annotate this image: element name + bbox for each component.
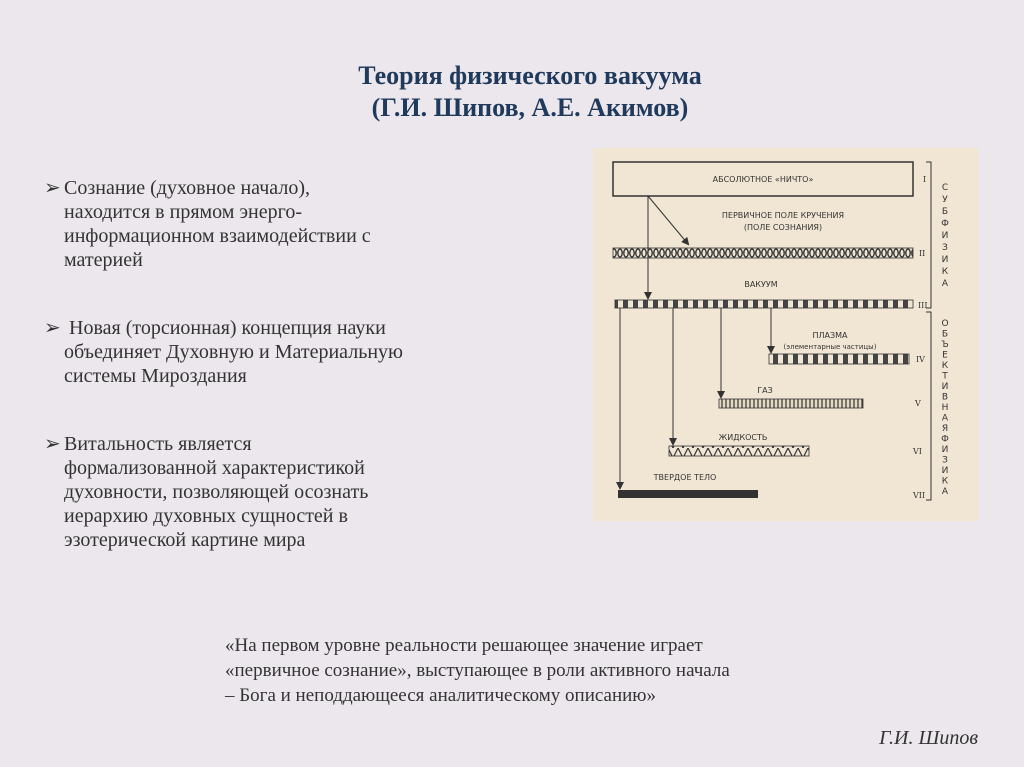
side-label-letter: О <box>941 319 949 329</box>
arrow-bullet-icon: ➢ <box>44 177 61 199</box>
level-3-label: ВАКУУМ <box>744 280 778 289</box>
side-label-letter: И <box>941 382 949 392</box>
side-label-letter: Ф <box>941 434 949 445</box>
level-1-roman: I <box>923 175 927 184</box>
side-label-letter: Б <box>941 207 949 217</box>
bullet-line: объединяет Духовную и Материальную <box>64 341 403 363</box>
level-4-bar <box>769 354 909 364</box>
level-3-bar <box>615 300 913 308</box>
side-label-letter: Н <box>941 403 949 413</box>
side-label-letter: У <box>942 195 948 205</box>
side-label-letter: И <box>941 466 949 476</box>
quote-line: – Бога и неподдающееся аналитическому описанию» <box>225 685 656 706</box>
bullet-line: Витальность является <box>64 433 252 455</box>
level-4-roman: IV <box>916 355 925 364</box>
diagram-svg <box>593 148 978 521</box>
side-label-letter: З <box>942 243 948 253</box>
level-2-sublabel: (ПОЛЕ СОЗНАНИЯ) <box>743 223 823 232</box>
side-label-letter: Е <box>942 350 948 361</box>
side-label-letter: И <box>941 231 949 241</box>
level-3-roman: III <box>918 301 928 310</box>
side-label-objective-physics <box>941 319 949 497</box>
side-label-letter: С <box>941 183 949 193</box>
arrow-bullet-icon: ➢ <box>44 317 61 339</box>
level-1-label: АБСОЛЮТНОЕ «НИЧТО» <box>712 175 814 184</box>
bullet-item <box>42 176 522 272</box>
side-label-letter: А <box>941 413 949 424</box>
side-label-letter: Б <box>941 329 949 340</box>
quote-author: Г.И. Шипов <box>879 727 978 749</box>
bullet-item <box>42 432 522 552</box>
bullet-line: материей <box>64 249 143 271</box>
side-label-subphysics <box>941 183 949 289</box>
bullet-line: духовности, позволяющей осознать <box>64 481 369 503</box>
side-label-letter: А <box>941 487 949 497</box>
side-label-letter: К <box>941 267 949 277</box>
level-2-bar <box>613 248 913 258</box>
bullet-line: эзотерической картине мира <box>64 529 306 551</box>
level-6-roman: VI <box>913 447 922 456</box>
bullet-line: иерархию духовных сущностей в <box>64 505 348 527</box>
bullet-line: находится в прямом энерго- <box>64 201 302 223</box>
level-7-bar <box>618 490 758 498</box>
level-7-roman: VII <box>913 491 926 500</box>
arrow-icon <box>648 196 688 244</box>
side-label-letter: К <box>941 361 949 371</box>
level-5-bar <box>719 399 863 408</box>
side-label-letter: И <box>941 445 949 455</box>
level-6-bar <box>669 446 809 456</box>
bullet-line: Новая (торсионная) концепция науки <box>64 317 386 339</box>
side-label-letter: Ф <box>941 219 949 229</box>
bullet-line: формализованной характеристикой <box>64 457 365 479</box>
arrow-bullet-icon: ➢ <box>44 433 61 455</box>
level-7-label: ТВЕРДОЕ ТЕЛО <box>653 473 717 482</box>
bullet-line: Сознание (духовное начало), <box>64 177 310 199</box>
vacuum-hierarchy-diagram <box>593 148 978 521</box>
title-line-2: (Г.И. Шипов, А.Е. Акимов) <box>371 93 689 122</box>
objective-physics-brace <box>926 312 931 500</box>
level-6-label: ЖИДКОСТЬ <box>718 433 768 442</box>
quote-block <box>225 633 1005 708</box>
level-4-sublabel: (элементарные частицы) <box>783 343 877 351</box>
bullet-line: информационном взаимодействии с <box>64 225 371 247</box>
bullet-list <box>42 176 522 580</box>
quote-line: «первичное сознание», выступающее в роли активного начала <box>225 660 730 681</box>
bullet-item <box>42 316 522 388</box>
level-5-roman: V <box>915 399 921 408</box>
level-5-label: ГАЗ <box>757 386 773 395</box>
side-label-letter: Я <box>941 424 949 434</box>
side-label-letter: А <box>941 279 949 289</box>
side-label-letter: Т <box>942 371 948 382</box>
quote-line: «На первом уровне реальности решающее значение играет <box>225 635 703 656</box>
title-line-1: Теория физического вакуума <box>358 61 702 90</box>
level-2-roman: II <box>919 249 926 258</box>
side-label-letter: И <box>941 255 949 265</box>
side-label-letter: В <box>941 392 949 403</box>
level-4-label: ПЛАЗМА <box>812 331 848 340</box>
slide-title <box>250 60 810 124</box>
side-label-letter: З <box>942 455 948 466</box>
side-label-letter: К <box>941 476 949 487</box>
bullet-line: системы Мироздания <box>64 365 247 387</box>
level-2-label: ПЕРВИЧНОЕ ПОЛЕ КРУЧЕНИЯ <box>721 211 845 220</box>
side-label-letter: Ъ <box>941 340 949 350</box>
subphysics-brace <box>926 162 931 308</box>
